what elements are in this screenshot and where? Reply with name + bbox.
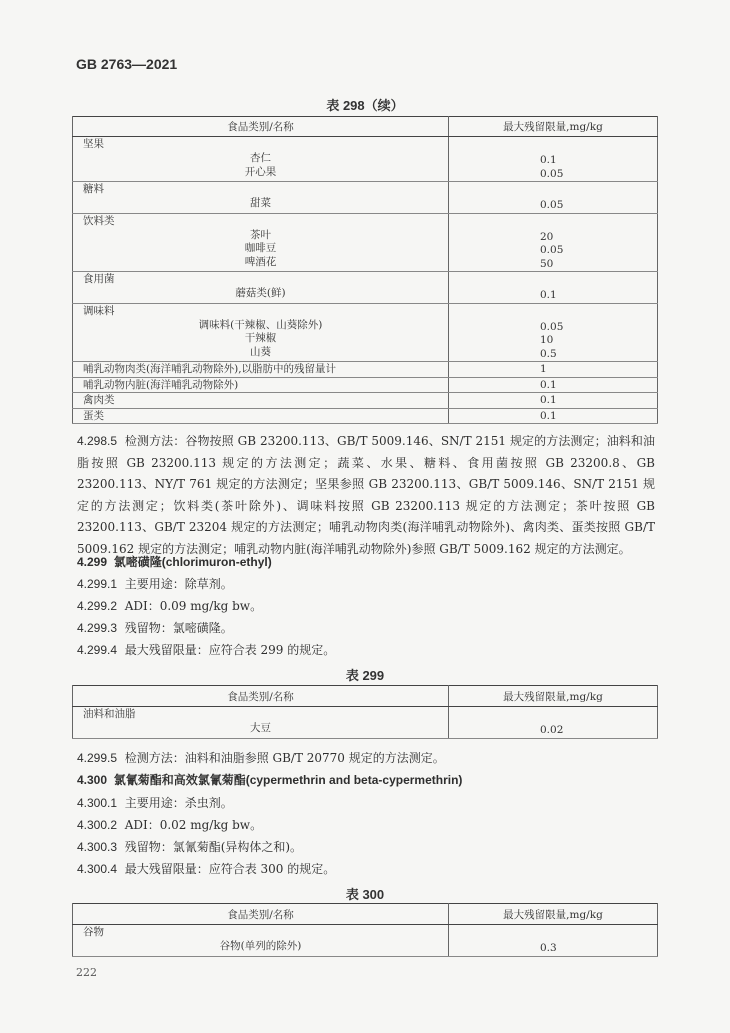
food-item: 蘑菇类(鲜) bbox=[235, 287, 286, 299]
clause-number: 4.300.3 bbox=[77, 840, 118, 854]
food-item: 大豆 bbox=[250, 722, 271, 734]
clause-4-300-1 bbox=[77, 794, 233, 812]
table-row bbox=[73, 393, 658, 409]
clause-number: 4.300.1 bbox=[77, 796, 118, 810]
clause-4-299-1 bbox=[77, 575, 233, 593]
category-label: 谷物 bbox=[83, 926, 104, 938]
table-299-caption: 表 299 bbox=[345, 668, 385, 683]
food-item: 茶叶 bbox=[250, 228, 271, 241]
section-number: 4.300 bbox=[77, 773, 108, 787]
clause-text: 最大残留限量：应符合表 300 的规定。 bbox=[124, 862, 336, 876]
clause-number: 4.299.2 bbox=[77, 599, 118, 613]
clause-number: 4.300.2 bbox=[77, 818, 118, 832]
clause-text: ADI：0.02 mg/kg bw。 bbox=[124, 818, 263, 832]
table-group bbox=[73, 925, 658, 957]
limit-value: 0.05 bbox=[540, 244, 564, 256]
category-label: 饮料类 bbox=[83, 214, 115, 227]
clause-number: 4.299.1 bbox=[77, 577, 118, 591]
limit-value: 0.05 bbox=[540, 320, 564, 333]
limit-value: 0.05 bbox=[540, 199, 564, 211]
clause-text: 残留物：氯氰菊酯(异构体之和)。 bbox=[124, 840, 303, 854]
clause-4-299-3 bbox=[77, 619, 233, 637]
table-group bbox=[73, 137, 658, 182]
clause-4-300-2 bbox=[77, 816, 262, 834]
table-group bbox=[73, 182, 658, 214]
section-title: 氯嘧磺隆(chlorimuron-ethyl) bbox=[113, 555, 272, 569]
clause-4-299-4 bbox=[77, 641, 335, 659]
food-item: 啤酒花 bbox=[244, 255, 277, 268]
limit-value: 0.5 bbox=[540, 347, 557, 360]
document-id: GB 2763—2021 bbox=[76, 56, 178, 72]
food-item: 咖啡豆 bbox=[244, 242, 277, 254]
limit-value: 0.3 bbox=[540, 942, 557, 954]
limit-value: 1 bbox=[449, 362, 658, 378]
table-300-caption: 表 300 bbox=[345, 887, 385, 902]
limit-value: 0.1 bbox=[449, 377, 658, 393]
table-299 bbox=[72, 685, 658, 739]
clause-text: 检测方法：油料和油脂参照 GB/T 20770 规定的方法测定。 bbox=[124, 751, 445, 765]
clause-text: 检测方法：谷物按照 GB 23200.113、GB/T 5009.146、SN/T 2151 规定的方法测定；油料和油脂按照 GB 23200.113 规定的方法测定；蔬菜、水果、糖料、食用菌按照 GB 23200.8、GB 23200.113、NY/T 761 规定的方法测定；坚果参照 GB 23200.113、GB/T 5009.146、SN/T 2151 规定的方法测定；饮料类(茶叶除外)、调味料按照 GB 23200.113 规定的方法测定；茶叶按照 GB 23200.113、GB/T 23204 规定的方法测定；哺乳动物肉类(海洋哺乳动物除外)、禽肉类、蛋类按照 GB/T 5009.162 规定的方法测定；哺乳动物内脏(海洋哺乳动物除外)参照 GB/T 5009.162 规定的方法测定。 bbox=[77, 434, 655, 556]
limit-value: 20 bbox=[540, 230, 554, 243]
table-group bbox=[73, 303, 658, 362]
section-title: 氯氰菊酯和高效氯氰菊酯(cypermethrin and beta-cypermethrin) bbox=[113, 773, 463, 787]
food-item: 哺乳动物肉类(海洋哺乳动物除外),以脂肪中的残留量计 bbox=[73, 362, 449, 378]
clause-text: 残留物：氯嘧磺隆。 bbox=[124, 621, 233, 635]
food-item: 禽肉类 bbox=[73, 393, 449, 409]
section-4-299-heading bbox=[77, 553, 272, 571]
limit-value: 0.05 bbox=[540, 167, 564, 180]
food-item: 甜菜 bbox=[250, 197, 271, 209]
table-group bbox=[73, 272, 658, 304]
limit-value: 0.1 bbox=[449, 393, 658, 409]
table-group bbox=[73, 213, 658, 272]
food-item: 干辣椒 bbox=[244, 332, 277, 344]
clause-4-300-4 bbox=[77, 860, 335, 878]
section-number: 4.299 bbox=[77, 555, 108, 569]
category-label: 坚果 bbox=[83, 138, 104, 150]
clause-4-300-3 bbox=[77, 838, 302, 856]
column-header-food: 食品类别/名称 bbox=[73, 904, 449, 925]
table-group bbox=[73, 707, 658, 739]
clause-text: 最大残留限量：应符合表 299 的规定。 bbox=[124, 643, 336, 657]
column-header-food: 食品类别/名称 bbox=[73, 686, 449, 707]
food-item: 开心果 bbox=[244, 165, 277, 178]
clause-text: ADI：0.09 mg/kg bw。 bbox=[124, 599, 263, 613]
clause-4-299-5 bbox=[77, 749, 445, 767]
food-item: 蛋类 bbox=[73, 408, 449, 424]
column-header-food: 食品类别/名称 bbox=[73, 117, 449, 137]
limit-value: 50 bbox=[540, 257, 554, 270]
table-300 bbox=[72, 903, 658, 957]
limit-value: 0.1 bbox=[449, 408, 658, 424]
column-header-limit: 最大残留限量,mg/kg bbox=[449, 686, 658, 707]
clause-number: 4.300.4 bbox=[77, 862, 118, 876]
column-header-limit: 最大残留限量,mg/kg bbox=[449, 904, 658, 925]
table-298 bbox=[72, 116, 658, 424]
clause-text: 主要用途：杀虫剂。 bbox=[124, 796, 233, 810]
table-298-caption: 表 298（续） bbox=[326, 98, 404, 113]
food-item: 谷物(单列的除外) bbox=[219, 940, 302, 952]
table-row bbox=[73, 408, 658, 424]
limit-value: 0.02 bbox=[540, 724, 564, 736]
limit-value: 0.1 bbox=[540, 289, 557, 301]
table-row bbox=[73, 377, 658, 393]
food-item: 调味料(干辣椒、山葵除外) bbox=[198, 318, 323, 331]
column-header-limit: 最大残留限量,mg/kg bbox=[449, 117, 658, 137]
section-4-300-heading bbox=[77, 771, 462, 789]
limit-value: 0.1 bbox=[540, 154, 557, 166]
food-item: 哺乳动物内脏(海洋哺乳动物除外) bbox=[73, 377, 449, 393]
food-item: 杏仁 bbox=[250, 152, 271, 164]
page-number: 222 bbox=[76, 966, 97, 979]
category-label: 油料和油脂 bbox=[83, 708, 136, 720]
clause-number: 4.299.3 bbox=[77, 621, 118, 635]
limit-value: 10 bbox=[540, 334, 554, 346]
category-label: 食用菌 bbox=[83, 273, 115, 285]
category-label: 糖料 bbox=[83, 183, 104, 195]
food-item: 山葵 bbox=[250, 345, 271, 358]
clause-text: 主要用途：除草剂。 bbox=[124, 577, 233, 591]
table-row bbox=[73, 362, 658, 378]
clause-number: 4.298.5 bbox=[77, 434, 118, 448]
clause-4-298-5 bbox=[77, 431, 655, 560]
clause-number: 4.299.4 bbox=[77, 643, 118, 657]
clause-4-299-2 bbox=[77, 597, 262, 615]
clause-number: 4.299.5 bbox=[77, 751, 118, 765]
category-label: 调味料 bbox=[83, 304, 115, 317]
